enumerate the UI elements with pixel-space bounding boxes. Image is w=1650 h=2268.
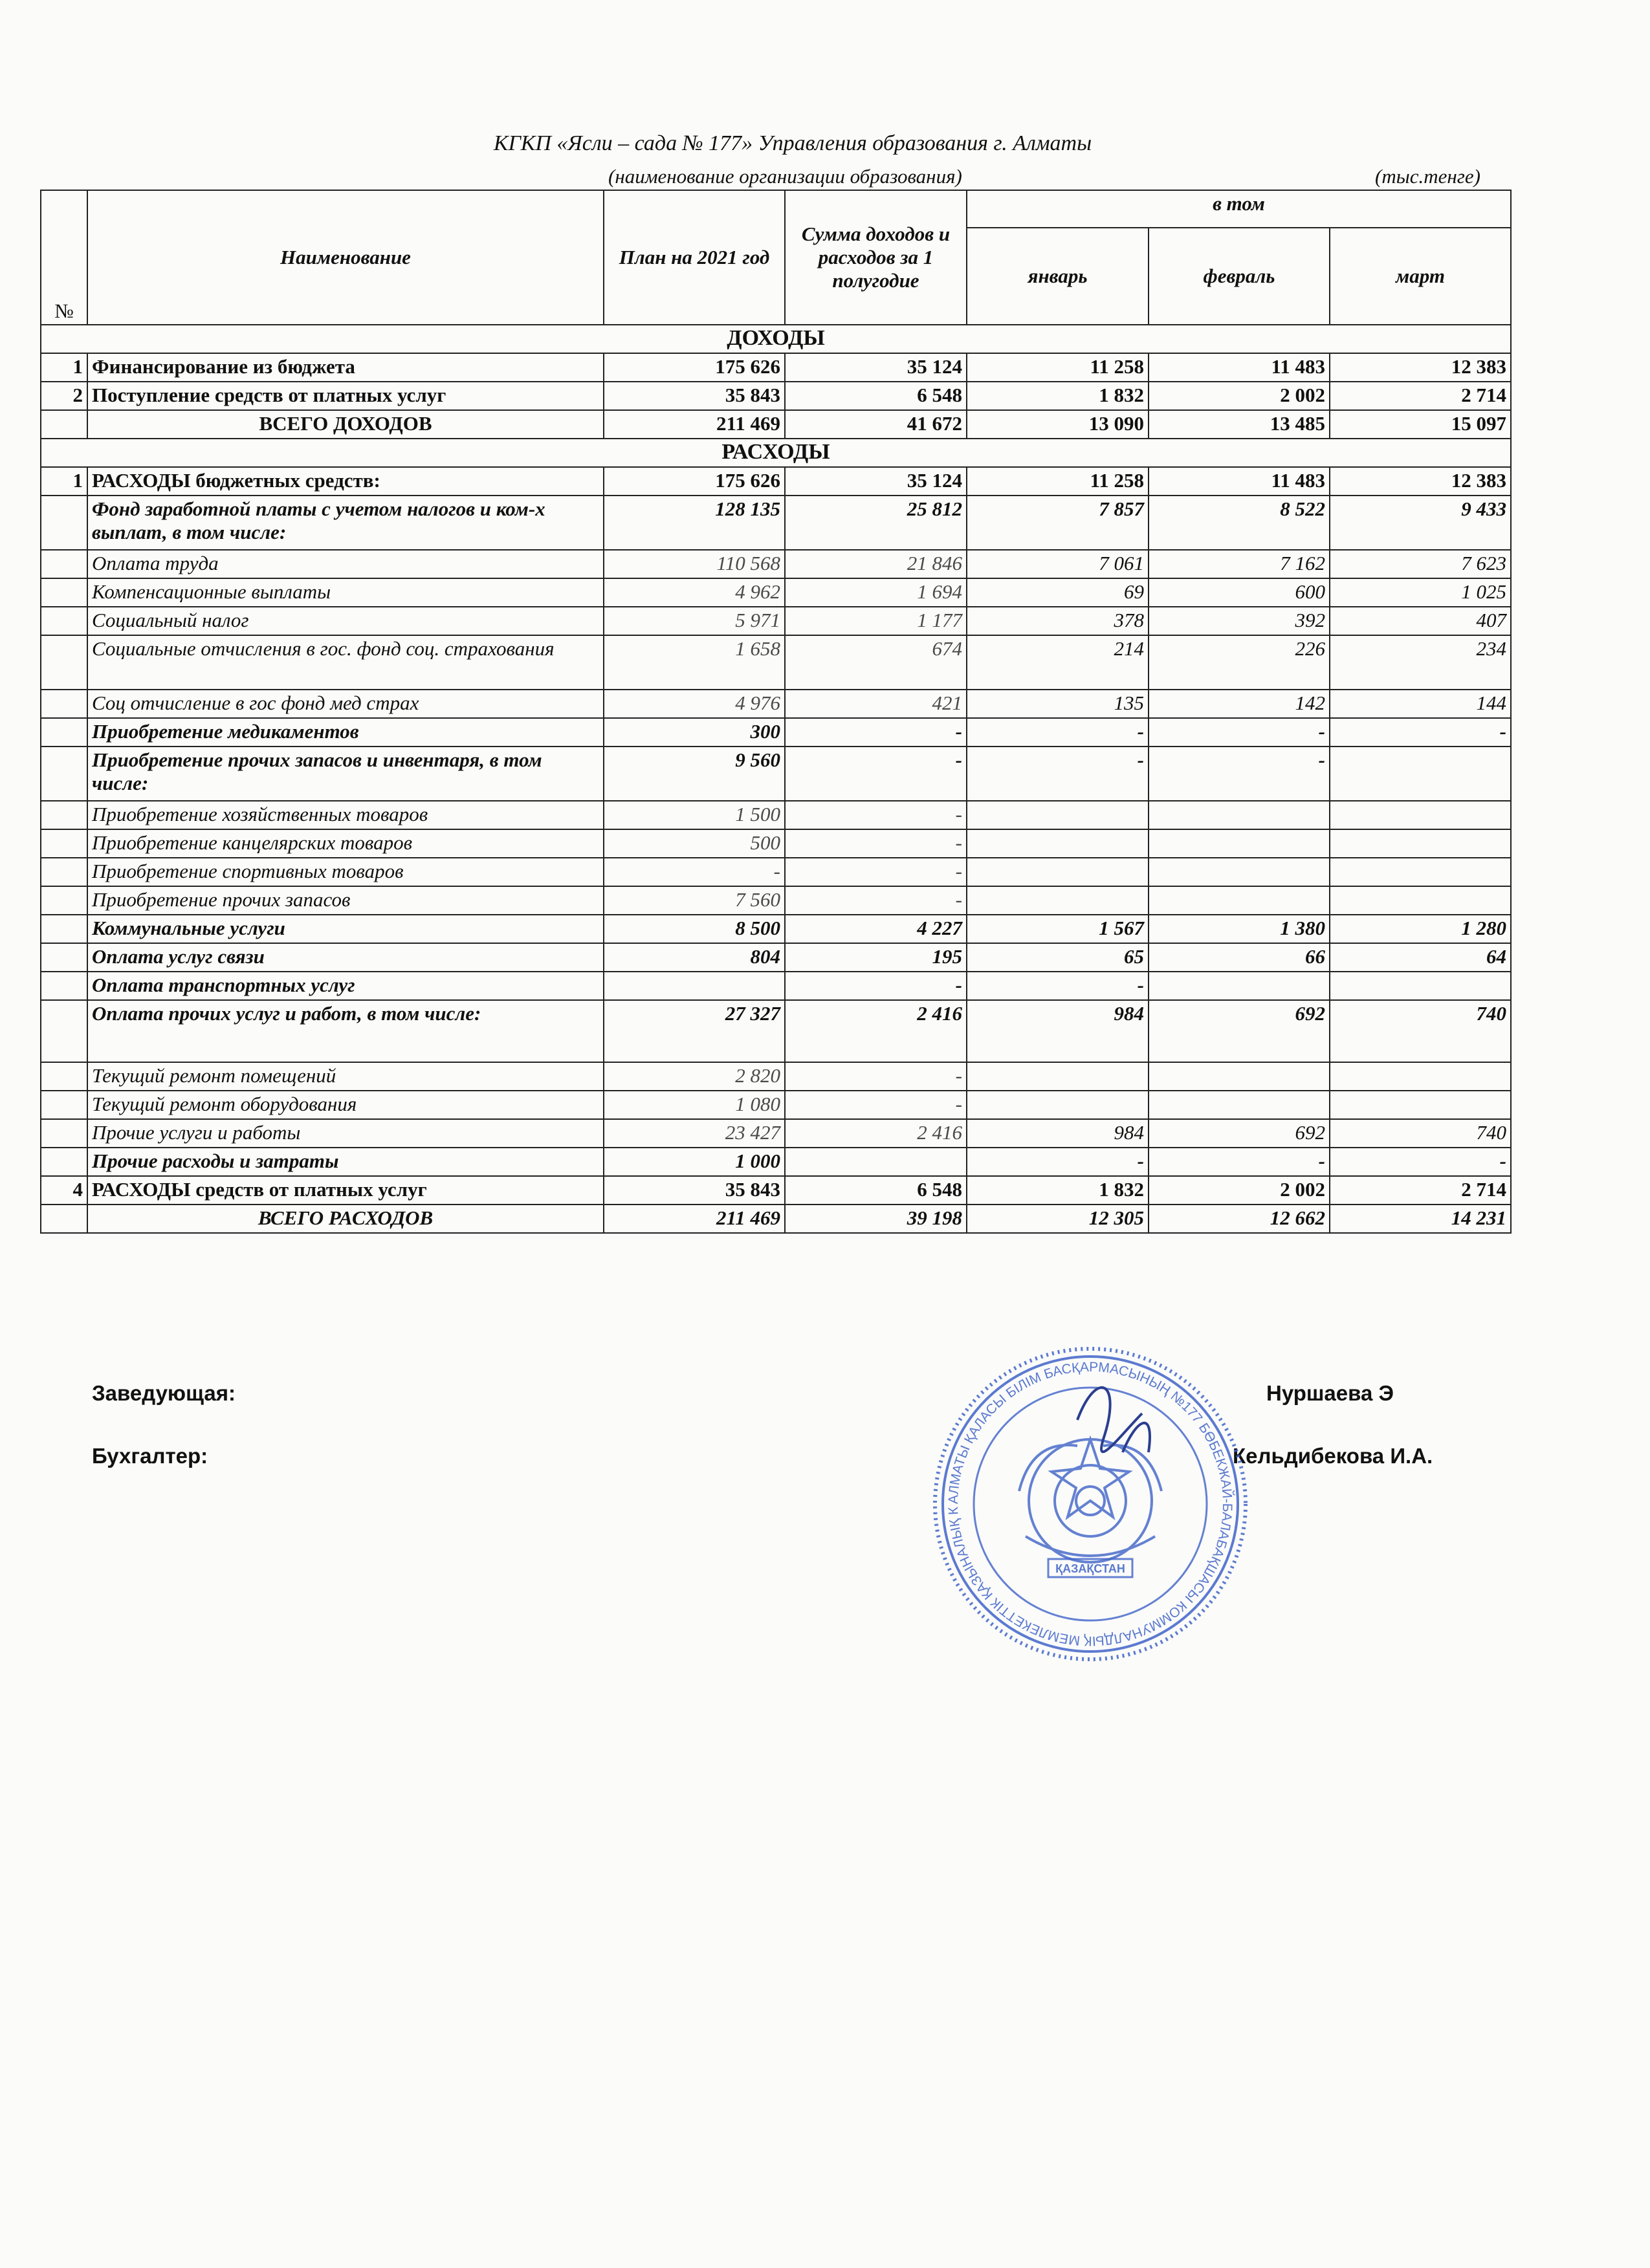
- row-num: [41, 915, 87, 943]
- row-plan: 2 820: [604, 1062, 785, 1091]
- row-march: -: [1330, 718, 1511, 747]
- table-row: [41, 353, 1511, 382]
- row-march: 12 383: [1330, 353, 1511, 382]
- row-february: -: [1149, 1148, 1330, 1176]
- row-january: 65: [967, 943, 1149, 972]
- row-february: 226: [1149, 635, 1330, 690]
- row-plan: 1 500: [604, 801, 785, 829]
- table-row: [41, 718, 1511, 747]
- row-num: [41, 1091, 87, 1119]
- row-plan: 23 427: [604, 1119, 785, 1148]
- row-name: Оплата труда: [87, 550, 604, 578]
- row-name: Прочие расходы и затраты: [87, 1148, 604, 1176]
- col-header-half-year: Сумма доходов и расходов за 1 полугодие: [785, 190, 967, 325]
- row-march: 2 714: [1330, 1176, 1511, 1205]
- table-row: [41, 747, 1511, 801]
- row-name: Оплата услуг связи: [87, 943, 604, 972]
- row-name: ВСЕГО РАСХОДОВ: [87, 1205, 604, 1233]
- row-january: -: [967, 972, 1149, 1000]
- row-february: 692: [1149, 1119, 1330, 1148]
- row-march: [1330, 1091, 1511, 1119]
- row-half-year: 35 124: [785, 353, 967, 382]
- section-income-row: [41, 325, 1511, 353]
- col-header-num: №: [41, 190, 87, 325]
- row-plan: 500: [604, 829, 785, 858]
- row-february: 7 162: [1149, 550, 1330, 578]
- row-half-year: -: [785, 886, 967, 915]
- accountant-name: Кельдибекова И.А.: [1233, 1444, 1433, 1468]
- row-january: 1 832: [967, 1176, 1149, 1205]
- row-half-year: 195: [785, 943, 967, 972]
- row-num: [41, 690, 87, 718]
- seal-ring-text: АЛМАТЫ ҚАЛАСЫ БІЛІМ БАСҚАРМАСЫНЫҢ №177 БӨБЕКЖАЙ-БАЛАБАҚШАСЫ КОММУНАЛДЫҚ МЕМЛЕКЕТТІК ҚАЗЫНАЛЫҚ К: [945, 1359, 1235, 1649]
- row-num: [41, 747, 87, 801]
- table-row: [41, 915, 1511, 943]
- row-march: 14 231: [1330, 1205, 1511, 1233]
- col-header-march: март: [1330, 228, 1511, 325]
- row-num: [41, 718, 87, 747]
- row-half-year: 1 694: [785, 578, 967, 607]
- row-february: 392: [1149, 607, 1330, 635]
- row-name: Текущий ремонт помещений: [87, 1062, 604, 1091]
- row-half-year: 6 548: [785, 1176, 967, 1205]
- row-plan: 300: [604, 718, 785, 747]
- row-plan: 175 626: [604, 353, 785, 382]
- row-january: 69: [967, 578, 1149, 607]
- row-march: 1 025: [1330, 578, 1511, 607]
- row-february: -: [1149, 718, 1330, 747]
- row-num: [41, 1205, 87, 1233]
- row-february: [1149, 801, 1330, 829]
- row-february: [1149, 1062, 1330, 1091]
- row-plan: 4 976: [604, 690, 785, 718]
- head-name: Нуршаева Э: [1266, 1381, 1394, 1405]
- row-plan: 211 469: [604, 410, 785, 439]
- row-january: 11 258: [967, 353, 1149, 382]
- row-plan: [604, 972, 785, 1000]
- row-num: [41, 635, 87, 690]
- table-row: [41, 829, 1511, 858]
- row-half-year: [785, 1148, 967, 1176]
- row-january: -: [967, 747, 1149, 801]
- row-name: Поступление средств от платных услуг: [87, 382, 604, 410]
- row-num: 2: [41, 382, 87, 410]
- row-january: 1 567: [967, 915, 1149, 943]
- row-num: [41, 607, 87, 635]
- row-num: 1: [41, 353, 87, 382]
- table-row: [41, 1000, 1511, 1062]
- row-january: 7 061: [967, 550, 1149, 578]
- row-name: Приобретение канцелярских товаров: [87, 829, 604, 858]
- table-row: [41, 607, 1511, 635]
- row-plan: 35 843: [604, 1176, 785, 1205]
- row-half-year: 674: [785, 635, 967, 690]
- row-february: [1149, 858, 1330, 886]
- row-plan: 4 962: [604, 578, 785, 607]
- table-row: [41, 943, 1511, 972]
- row-january: [967, 1091, 1149, 1119]
- row-february: 600: [1149, 578, 1330, 607]
- table-row: [41, 550, 1511, 578]
- table-row: [41, 467, 1511, 496]
- row-name: Коммунальные услуги: [87, 915, 604, 943]
- table-row: [41, 886, 1511, 915]
- row-march: [1330, 972, 1511, 1000]
- table-row: [41, 972, 1511, 1000]
- row-num: 4: [41, 1176, 87, 1205]
- row-march: [1330, 886, 1511, 915]
- row-february: -: [1149, 747, 1330, 801]
- row-num: [41, 886, 87, 915]
- row-num: [41, 550, 87, 578]
- table-row: [41, 382, 1511, 410]
- row-plan: 110 568: [604, 550, 785, 578]
- row-january: [967, 801, 1149, 829]
- row-march: 12 383: [1330, 467, 1511, 496]
- row-half-year: -: [785, 829, 967, 858]
- row-plan: 1 000: [604, 1148, 785, 1176]
- row-plan: 211 469: [604, 1205, 785, 1233]
- row-march: [1330, 1062, 1511, 1091]
- row-num: [41, 1119, 87, 1148]
- row-march: 407: [1330, 607, 1511, 635]
- seal-graphic: [929, 1342, 1252, 1666]
- row-march: [1330, 829, 1511, 858]
- official-seal: [929, 1342, 1252, 1666]
- row-half-year: 2 416: [785, 1119, 967, 1148]
- row-num: [41, 410, 87, 439]
- section-income-title: ДОХОДЫ: [41, 325, 1511, 353]
- row-name: Фонд заработной платы с учетом налогов и ком-х выплат, в том числе:: [87, 496, 604, 550]
- col-header-february: февраль: [1149, 228, 1330, 325]
- seal-center-text: ҚАЗАҚСТАН: [1055, 1562, 1125, 1575]
- row-plan: 5 971: [604, 607, 785, 635]
- row-num: [41, 801, 87, 829]
- row-february: 12 662: [1149, 1205, 1330, 1233]
- row-half-year: -: [785, 801, 967, 829]
- row-january: 13 090: [967, 410, 1149, 439]
- col-header-group: в том: [967, 190, 1511, 228]
- row-february: 692: [1149, 1000, 1330, 1062]
- row-march: -: [1330, 1148, 1511, 1176]
- row-half-year: 41 672: [785, 410, 967, 439]
- table-row: [41, 635, 1511, 690]
- organization-caption: (наименование организации образования): [608, 165, 962, 188]
- table-row: [41, 410, 1511, 439]
- row-num: [41, 496, 87, 550]
- row-half-year: 35 124: [785, 467, 967, 496]
- row-name: Соц отчисление в гос фонд мед страх: [87, 690, 604, 718]
- row-january: [967, 886, 1149, 915]
- row-march: 2 714: [1330, 382, 1511, 410]
- row-plan: 1 080: [604, 1091, 785, 1119]
- row-january: 214: [967, 635, 1149, 690]
- row-january: -: [967, 1148, 1149, 1176]
- row-february: [1149, 886, 1330, 915]
- table-row: [41, 858, 1511, 886]
- row-january: 11 258: [967, 467, 1149, 496]
- table-row: [41, 496, 1511, 550]
- row-plan: 1 658: [604, 635, 785, 690]
- col-header-plan: План на 2021 год: [604, 190, 785, 325]
- row-plan: 27 327: [604, 1000, 785, 1062]
- row-name: Текущий ремонт оборудования: [87, 1091, 604, 1119]
- row-february: [1149, 1091, 1330, 1119]
- row-plan: 128 135: [604, 496, 785, 550]
- row-march: 15 097: [1330, 410, 1511, 439]
- row-half-year: 39 198: [785, 1205, 967, 1233]
- row-march: 740: [1330, 1119, 1511, 1148]
- table-row: [41, 1205, 1511, 1233]
- row-half-year: 21 846: [785, 550, 967, 578]
- row-half-year: -: [785, 747, 967, 801]
- row-march: 740: [1330, 1000, 1511, 1062]
- row-name: Оплата транспортных услуг: [87, 972, 604, 1000]
- row-num: [41, 1062, 87, 1091]
- row-february: 13 485: [1149, 410, 1330, 439]
- row-num: [41, 1000, 87, 1062]
- section-expenses-row: [41, 439, 1511, 467]
- emblem-icon: [1019, 1439, 1161, 1562]
- row-half-year: 4 227: [785, 915, 967, 943]
- table-row: [41, 801, 1511, 829]
- row-name: Компенсационные выплаты: [87, 578, 604, 607]
- row-plan: -: [604, 858, 785, 886]
- row-january: [967, 829, 1149, 858]
- row-plan: 7 560: [604, 886, 785, 915]
- row-january: 12 305: [967, 1205, 1149, 1233]
- row-plan: 35 843: [604, 382, 785, 410]
- row-name: Приобретение медикаментов: [87, 718, 604, 747]
- row-half-year: -: [785, 718, 967, 747]
- row-half-year: 6 548: [785, 382, 967, 410]
- row-january: 378: [967, 607, 1149, 635]
- row-february: [1149, 972, 1330, 1000]
- row-num: [41, 578, 87, 607]
- row-march: 64: [1330, 943, 1511, 972]
- row-march: 144: [1330, 690, 1511, 718]
- row-march: [1330, 747, 1511, 801]
- row-name: Социальный налог: [87, 607, 604, 635]
- table-row: [41, 690, 1511, 718]
- document-title: КГКП «Ясли – сада № 177» Управления образования г. Алматы: [493, 131, 1092, 155]
- row-half-year: -: [785, 1091, 967, 1119]
- row-half-year: 421: [785, 690, 967, 718]
- row-name: РАСХОДЫ средств от платных услуг: [87, 1176, 604, 1205]
- row-february: 1 380: [1149, 915, 1330, 943]
- row-plan: 8 500: [604, 915, 785, 943]
- row-name: Социальные отчисления в гос. фонд соц. страхования: [87, 635, 604, 690]
- row-half-year: 25 812: [785, 496, 967, 550]
- table-row: [41, 1176, 1511, 1205]
- table-row: [41, 578, 1511, 607]
- units-caption: (тыс.тенге): [1375, 165, 1480, 188]
- row-name: Приобретение прочих запасов: [87, 886, 604, 915]
- row-half-year: 1 177: [785, 607, 967, 635]
- budget-report-table: [40, 190, 1512, 1234]
- row-january: 984: [967, 1119, 1149, 1148]
- row-january: [967, 858, 1149, 886]
- row-plan: 175 626: [604, 467, 785, 496]
- row-march: 234: [1330, 635, 1511, 690]
- row-february: 11 483: [1149, 353, 1330, 382]
- table-row: [41, 1148, 1511, 1176]
- col-header-name: Наименование: [87, 190, 604, 325]
- row-plan: 9 560: [604, 747, 785, 801]
- row-name: Приобретение хозяйственных товаров: [87, 801, 604, 829]
- row-march: 1 280: [1330, 915, 1511, 943]
- row-num: 1: [41, 467, 87, 496]
- row-num: [41, 829, 87, 858]
- row-march: 9 433: [1330, 496, 1511, 550]
- row-name: Приобретение прочих запасов и инвентаря, в том числе:: [87, 747, 604, 801]
- row-half-year: -: [785, 1062, 967, 1091]
- row-february: 8 522: [1149, 496, 1330, 550]
- row-january: -: [967, 718, 1149, 747]
- row-january: 135: [967, 690, 1149, 718]
- row-february: 2 002: [1149, 382, 1330, 410]
- head-label: Заведующая:: [92, 1381, 236, 1405]
- row-num: [41, 972, 87, 1000]
- row-january: 7 857: [967, 496, 1149, 550]
- row-january: 1 832: [967, 382, 1149, 410]
- row-half-year: -: [785, 972, 967, 1000]
- table-row: [41, 1119, 1511, 1148]
- row-march: [1330, 801, 1511, 829]
- row-january: [967, 1062, 1149, 1091]
- row-name: Финансирование из бюджета: [87, 353, 604, 382]
- row-name: Оплата прочих услуг и работ, в том числе:: [87, 1000, 604, 1062]
- row-num: [41, 858, 87, 886]
- accountant-label: Бухгалтер:: [92, 1444, 208, 1468]
- row-name: Приобретение спортивных товаров: [87, 858, 604, 886]
- row-name: Прочие услуги и работы: [87, 1119, 604, 1148]
- table-row: [41, 1091, 1511, 1119]
- row-half-year: 2 416: [785, 1000, 967, 1062]
- row-half-year: -: [785, 858, 967, 886]
- section-expenses-title: РАСХОДЫ: [41, 439, 1511, 467]
- row-num: [41, 1148, 87, 1176]
- table-row: [41, 1062, 1511, 1091]
- row-january: 984: [967, 1000, 1149, 1062]
- row-name: ВСЕГО ДОХОДОВ: [87, 410, 604, 439]
- row-february: 66: [1149, 943, 1330, 972]
- row-plan: 804: [604, 943, 785, 972]
- col-header-january: январь: [967, 228, 1149, 325]
- row-february: 11 483: [1149, 467, 1330, 496]
- row-march: [1330, 858, 1511, 886]
- row-february: [1149, 829, 1330, 858]
- row-num: [41, 943, 87, 972]
- row-name: РАСХОДЫ бюджетных средств:: [87, 467, 604, 496]
- row-march: 7 623: [1330, 550, 1511, 578]
- row-february: 142: [1149, 690, 1330, 718]
- row-february: 2 002: [1149, 1176, 1330, 1205]
